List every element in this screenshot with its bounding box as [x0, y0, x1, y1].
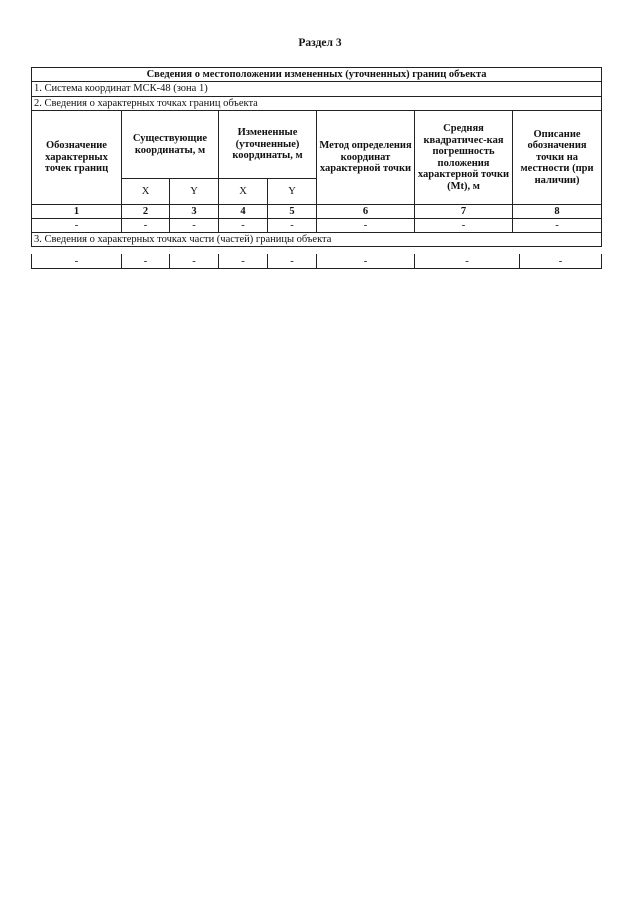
points-info-row: 2. Сведения о характерных точках границ объекта	[32, 97, 602, 111]
table-cell: -	[122, 219, 170, 233]
column-numbers-row	[32, 205, 602, 219]
table-cell: -	[415, 219, 513, 233]
table-cell: -	[32, 219, 122, 233]
table-cell: -	[268, 254, 317, 269]
header-changed-x: X	[219, 179, 268, 205]
column-number: 7	[415, 205, 513, 219]
column-number: 8	[513, 205, 602, 219]
table-cell: -	[32, 254, 122, 269]
table-cell: -	[170, 254, 219, 269]
column-number: 5	[268, 205, 317, 219]
column-number: 4	[219, 205, 268, 219]
table-cell: -	[513, 219, 602, 233]
header-existing-x: X	[122, 179, 170, 205]
table-cell: -	[268, 219, 317, 233]
column-number: 2	[122, 205, 170, 219]
table-cell: -	[122, 254, 170, 269]
table-cell: -	[170, 219, 219, 233]
coordinate-system-row: 1. Система координат МСК-48 (зона 1)	[32, 82, 602, 97]
table-title: Сведения о местоположении измененных (уточненных) границ объекта	[32, 68, 602, 82]
table-cell: -	[317, 254, 415, 269]
table-row	[32, 254, 602, 269]
column-number: 3	[170, 205, 219, 219]
boundary-table	[31, 67, 602, 247]
header-existing-y: Y	[170, 179, 219, 205]
table-row	[32, 219, 602, 233]
parts-table	[31, 254, 602, 269]
table-cell: -	[520, 254, 602, 269]
table-cell: -	[219, 254, 268, 269]
header-existing-coords: Существующие координаты, м	[122, 111, 219, 179]
header-method: Метод определения координат характерной точки	[317, 111, 415, 205]
table-cell: -	[415, 254, 520, 269]
section-title: Раздел 3	[298, 37, 342, 49]
header-description: Описание обозначения точки на местности (при наличии)	[513, 111, 602, 205]
column-number: 6	[317, 205, 415, 219]
parts-info-row: 3. Сведения о характерных точках части (частей) границы объекта	[32, 233, 602, 247]
header-error: Средняя квадратичес-кая погрешность положения характерной точки (Mt), м	[415, 111, 513, 205]
table-cell: -	[219, 219, 268, 233]
column-number: 1	[32, 205, 122, 219]
header-changed-y: Y	[268, 179, 317, 205]
header-changed-coords: Измененные (уточненные) координаты, м	[219, 111, 317, 179]
table-cell: -	[317, 219, 415, 233]
header-point-designation: Обозначение характерных точек границ	[32, 111, 122, 205]
